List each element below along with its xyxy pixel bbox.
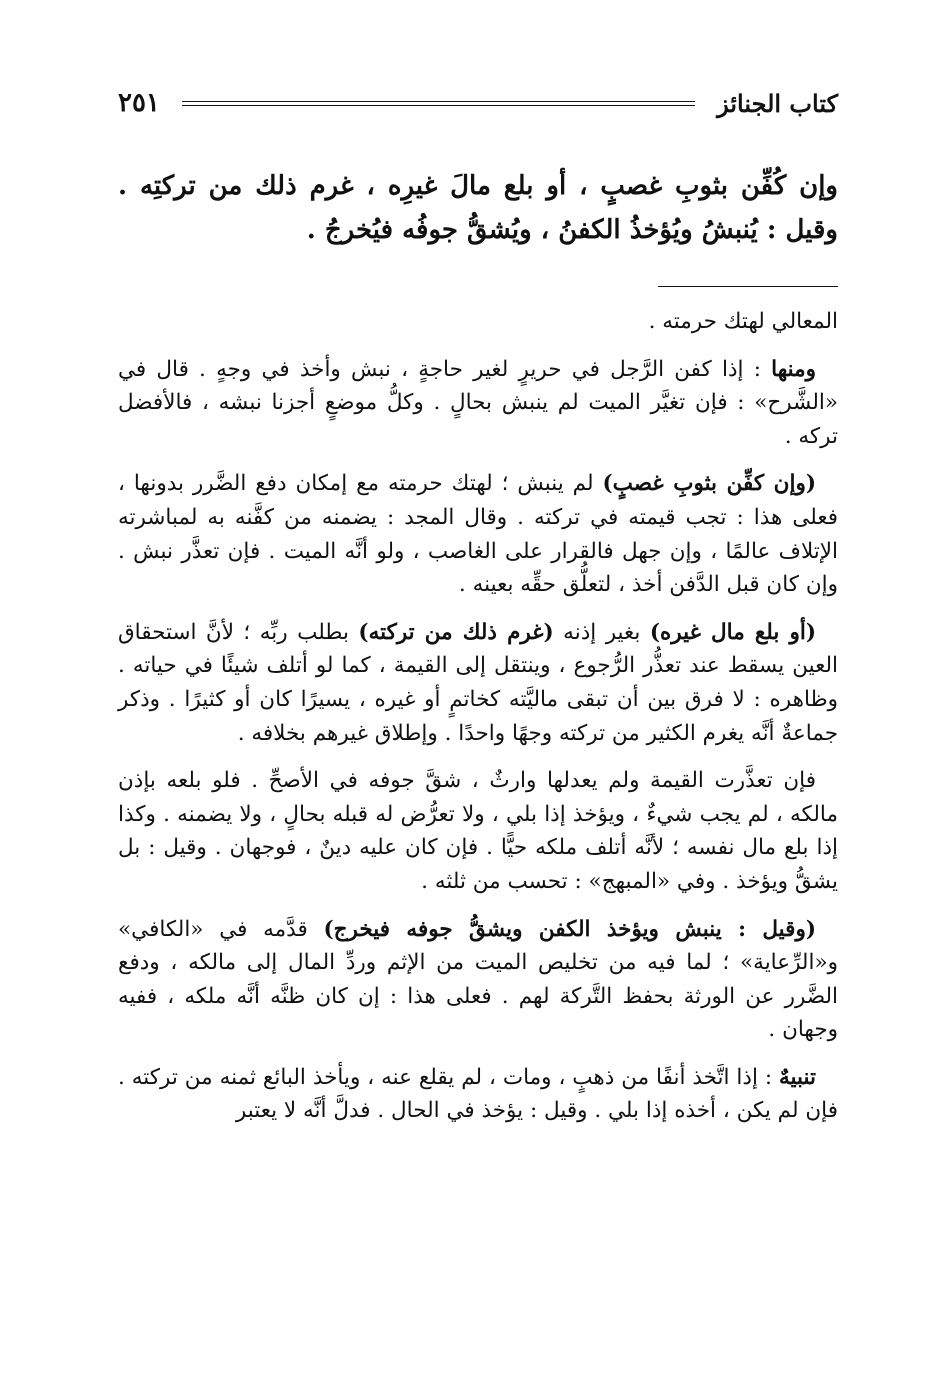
- commentary-paragraph-1: [118, 305, 838, 339]
- book-title: كتاب الجنائز: [717, 88, 838, 118]
- commentary-paragraph-3: [118, 467, 838, 601]
- main-text: [118, 164, 838, 252]
- commentary-heading: تنبيهٌ: [779, 1064, 816, 1090]
- commentary-text: : إذا كفن الرَّجل في حريرٍ لغير حاجةٍ ، نبش وأخذ في وجهٍ . قال في «الشَّرح» : فإن تغيَّر الميت لم ينبش بحالٍ . وكلُّ موضعٍ أجزنا نبشه ، فالأفضل تركه .: [118, 356, 838, 449]
- commentary-text: : إذا اتَّخذ أنفًا من ذهبٍ ، ومات ، لم يقلع عنه ، ويأخذ البائع ثمنه من تركته . فإن لم يكن ، أخذه إذا بلي . وقيل : يؤخذ في الحال . فدلَّ أنَّه لا يعتبر: [118, 1064, 838, 1124]
- main-text-paragraph: وإن كُفِّن بثوبِ غصبٍ ، أو بلع مالَ غيرِه ، غرم ذلك من تركتِه . وقيل : يُنبشُ ويُؤخذُ الكفنُ ، ويُشقُّ جوفُه فيُخرجُ .: [118, 171, 838, 245]
- commentary-text: فإن تعذَّرت القيمة ولم يعدلها وارثٌ ، شقَّ جوفه في الأصحِّ . فلو بلعه بإذن مالكه ، لم يجب شيءٌ ، ويؤخذ إذا بلي ، ولا تعرُّض له قبله بحالٍ ، ولا يضمنه . وكذا إذا بلع مال نفسه ؛ لأنَّه أتلف ملكه حيًّا . فإن كان عليه دينٌ ، فوجهان . وقيل : بل يشقُّ ويؤخذ . وفي «المبهج» : تحسب من ثلثه .: [118, 768, 838, 894]
- commentary-text: لم ينبش ؛ لهتك حرمته مع إمكان دفع الضَّرر بدونها ، فعلى هذا : تجب قيمته في تركته . وقال المجد : يضمنه من كفَّنه به لمباشرته الإتلاف عالمًا ، وإن جهل فالقرار على الغاصب ، ولو أنَّه الميت . فإن تعذَّر نبش . وإن كان قبل الدَّفن أخذ ، لتعلُّق حقِّه بعينه .: [118, 471, 838, 598]
- commentary-paragraph-7: [118, 1061, 838, 1128]
- commentary-paragraph-4: [118, 616, 838, 750]
- header-rule: [182, 101, 695, 106]
- commentary-quote: (أو بلع مال غيره): [649, 619, 816, 645]
- commentary-paragraph-2: [118, 353, 838, 454]
- commentary: [118, 305, 838, 1128]
- commentary-text: بغير إذنه: [553, 619, 650, 645]
- commentary-text: المعالي لهتك حرمته .: [648, 309, 838, 334]
- running-header: [118, 80, 838, 126]
- commentary-text: بطلب ربِّه ؛ لأنَّ استحقاق العين يسقط عند تعذُّر الرُّجوع ، وينتقل إلى القيمة ، كما لو أتلف شيئًا في حياته . وظاهره : لا فرق بين أن تبقى ماليَّته كخاتمٍ أو غيره ، يسيرًا كان أو كثيرًا . وذكر جماعةٌ أنَّه يغرم الكثير من تركته وجهًا واحدًا . وإطلاق غيرهم بخلافه .: [118, 619, 838, 746]
- commentary-quote: (وقيل : ينبش ويؤخذ الكفن ويشقُّ جوفه فيخرج): [323, 916, 816, 942]
- commentary-heading: ومنها: [771, 356, 816, 382]
- separator-rule: [658, 286, 838, 287]
- page-number: ٢٥١: [118, 88, 160, 118]
- commentary-text: قدَّمه في «الكافي» و«الرِّعاية» ؛ لما فيه من تخليص الميت من الإثم وردِّ المال إلى مالكه ، ودفع الضَّرر عن الورثة بحفظ التَّركة لهم . فعلى هذا : إن كان ظنَّه أنَّه ملكه ، ففيه وجهان .: [118, 916, 838, 1043]
- commentary-quote: (وإن كفِّن بثوبِ غصبٍ): [602, 471, 816, 497]
- commentary-paragraph-5: [118, 764, 838, 898]
- page: [118, 80, 838, 1142]
- commentary-quote: (غرم ذلك من تركته): [358, 619, 554, 645]
- commentary-paragraph-6: [118, 913, 838, 1047]
